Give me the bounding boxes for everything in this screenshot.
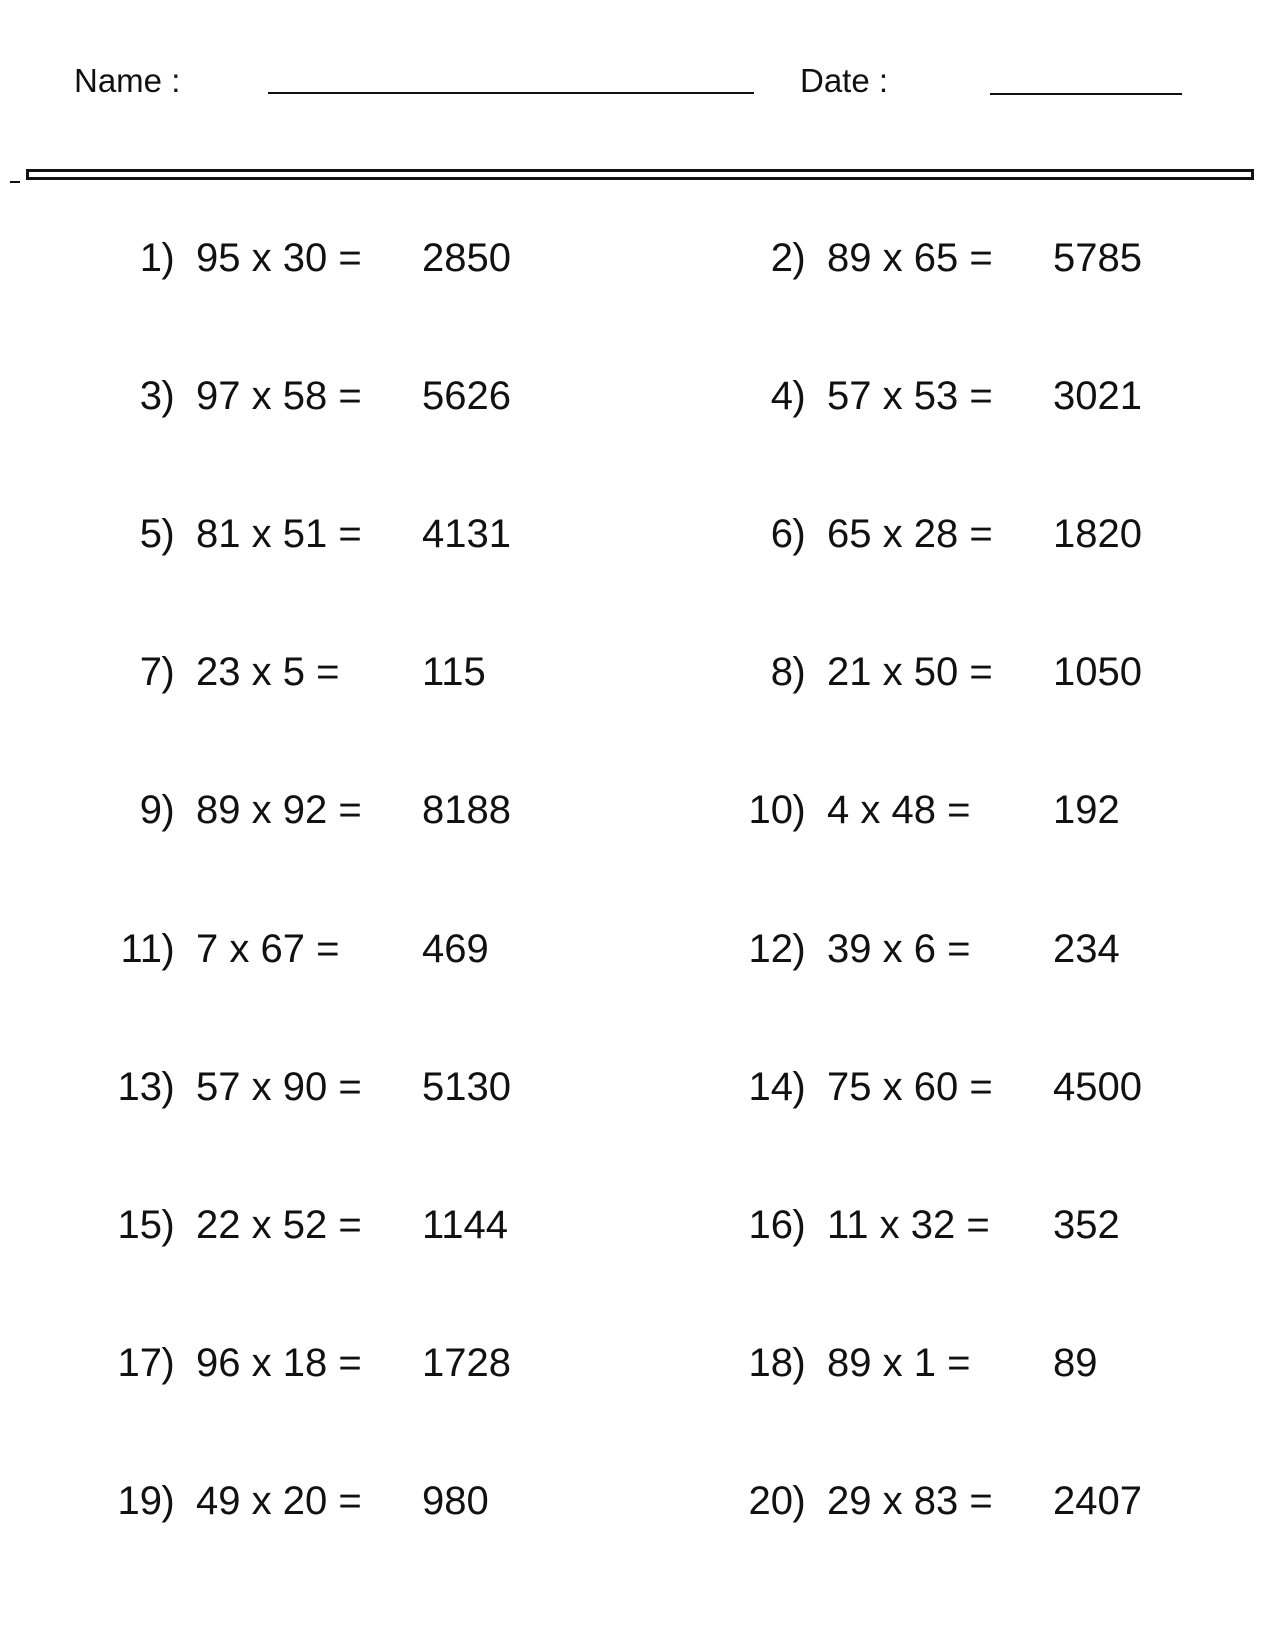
problem-expression: 81 x 51 =: [196, 512, 362, 556]
problem-number: 9: [139, 788, 162, 832]
problem-number-paren: ): [161, 1065, 175, 1109]
problem-expression: 89 x 1 =: [827, 1341, 971, 1385]
problem-number-paren: ): [792, 650, 806, 694]
problem-number-paren: ): [161, 512, 175, 556]
problem-answer: 4500: [1053, 1065, 1142, 1109]
problem-expression: 96 x 18 =: [196, 1341, 362, 1385]
problem-number: 7: [139, 650, 162, 694]
problem-number: 19: [117, 1479, 162, 1523]
problem-expression: 57 x 90 =: [196, 1065, 362, 1109]
problem-number: 14: [748, 1065, 793, 1109]
problem-number-paren: ): [161, 650, 175, 694]
problem-number-paren: ): [792, 1479, 806, 1523]
problem-answer: 234: [1053, 927, 1120, 971]
problem-answer: 469: [422, 927, 489, 971]
problem-number-paren: ): [161, 1203, 175, 1247]
problem-number-paren: ): [792, 512, 806, 556]
problem-answer: 2850: [422, 236, 511, 280]
problem-expression: 11 x 32 =: [827, 1203, 990, 1247]
problem-expression: 75 x 60 =: [827, 1065, 993, 1109]
problem-answer: 1728: [422, 1341, 511, 1385]
problem-number: 12: [748, 927, 793, 971]
problem-number-paren: ): [792, 236, 806, 280]
problem-expression: 39 x 6 =: [827, 927, 971, 971]
problem-answer: 5130: [422, 1065, 511, 1109]
problem-expression: 89 x 65 =: [827, 236, 993, 280]
problem-answer: 8188: [422, 788, 511, 832]
problem-number: 11: [120, 927, 162, 971]
problem-number-paren: ): [161, 374, 175, 418]
problem-number-paren: ): [161, 1341, 175, 1385]
problem-answer: 352: [1053, 1203, 1120, 1247]
problem-number: 1: [139, 236, 162, 280]
problem-number: 4: [770, 374, 793, 418]
problem-number: 3: [139, 374, 162, 418]
problem-number-paren: ): [161, 788, 175, 832]
problem-number: 2: [770, 236, 793, 280]
problem-number: 10: [748, 788, 793, 832]
problem-answer: 5785: [1053, 236, 1142, 280]
problem-number-paren: ): [792, 1203, 806, 1247]
problem-number: 20: [748, 1479, 793, 1523]
problem-number: 15: [117, 1203, 162, 1247]
header-rule-tick: [10, 181, 20, 183]
problem-number-paren: ): [792, 927, 806, 971]
problem-answer: 1820: [1053, 512, 1142, 556]
problem-number: 18: [748, 1341, 793, 1385]
problem-number: 6: [770, 512, 793, 556]
problem-answer: 1144: [422, 1203, 509, 1247]
problem-answer: 5626: [422, 374, 511, 418]
problem-expression: 49 x 20 =: [196, 1479, 362, 1523]
problem-expression: 4 x 48 =: [827, 788, 971, 832]
problem-expression: 7 x 67 =: [196, 927, 340, 971]
problem-number: 13: [117, 1065, 162, 1109]
problem-answer: 3021: [1053, 374, 1142, 418]
date-blank-line: [990, 93, 1182, 95]
problem-number-paren: ): [161, 1479, 175, 1523]
problem-expression: 97 x 58 =: [196, 374, 362, 418]
problem-number-paren: ): [792, 1065, 806, 1109]
problem-expression: 29 x 83 =: [827, 1479, 993, 1523]
problem-number: 5: [139, 512, 162, 556]
problem-answer: 980: [422, 1479, 489, 1523]
problem-answer: 115: [422, 650, 486, 694]
problem-answer: 89: [1053, 1341, 1098, 1385]
problem-number-paren: ): [792, 788, 806, 832]
date-label: Date :: [800, 62, 889, 99]
problem-expression: 23 x 5 =: [196, 650, 340, 694]
problem-number: 16: [748, 1203, 793, 1247]
name-blank-line: [268, 92, 754, 94]
problem-number: 17: [117, 1341, 162, 1385]
problem-expression: 95 x 30 =: [196, 236, 362, 280]
header-double-rule: [26, 169, 1254, 180]
problem-expression: 57 x 53 =: [827, 374, 993, 418]
problem-number-paren: ): [161, 236, 175, 280]
problem-answer: 2407: [1053, 1479, 1142, 1523]
problem-number-paren: ): [792, 374, 806, 418]
problem-number: 8: [770, 650, 793, 694]
problem-expression: 65 x 28 =: [827, 512, 993, 556]
problem-expression: 21 x 50 =: [827, 650, 993, 694]
problem-number-paren: ): [161, 927, 175, 971]
problem-answer: 1050: [1053, 650, 1142, 694]
problem-answer: 4131: [422, 512, 511, 556]
name-label: Name :: [74, 62, 181, 99]
problem-number-paren: ): [792, 1341, 806, 1385]
problem-answer: 192: [1053, 788, 1120, 832]
problem-expression: 89 x 92 =: [196, 788, 362, 832]
problem-expression: 22 x 52 =: [196, 1203, 362, 1247]
